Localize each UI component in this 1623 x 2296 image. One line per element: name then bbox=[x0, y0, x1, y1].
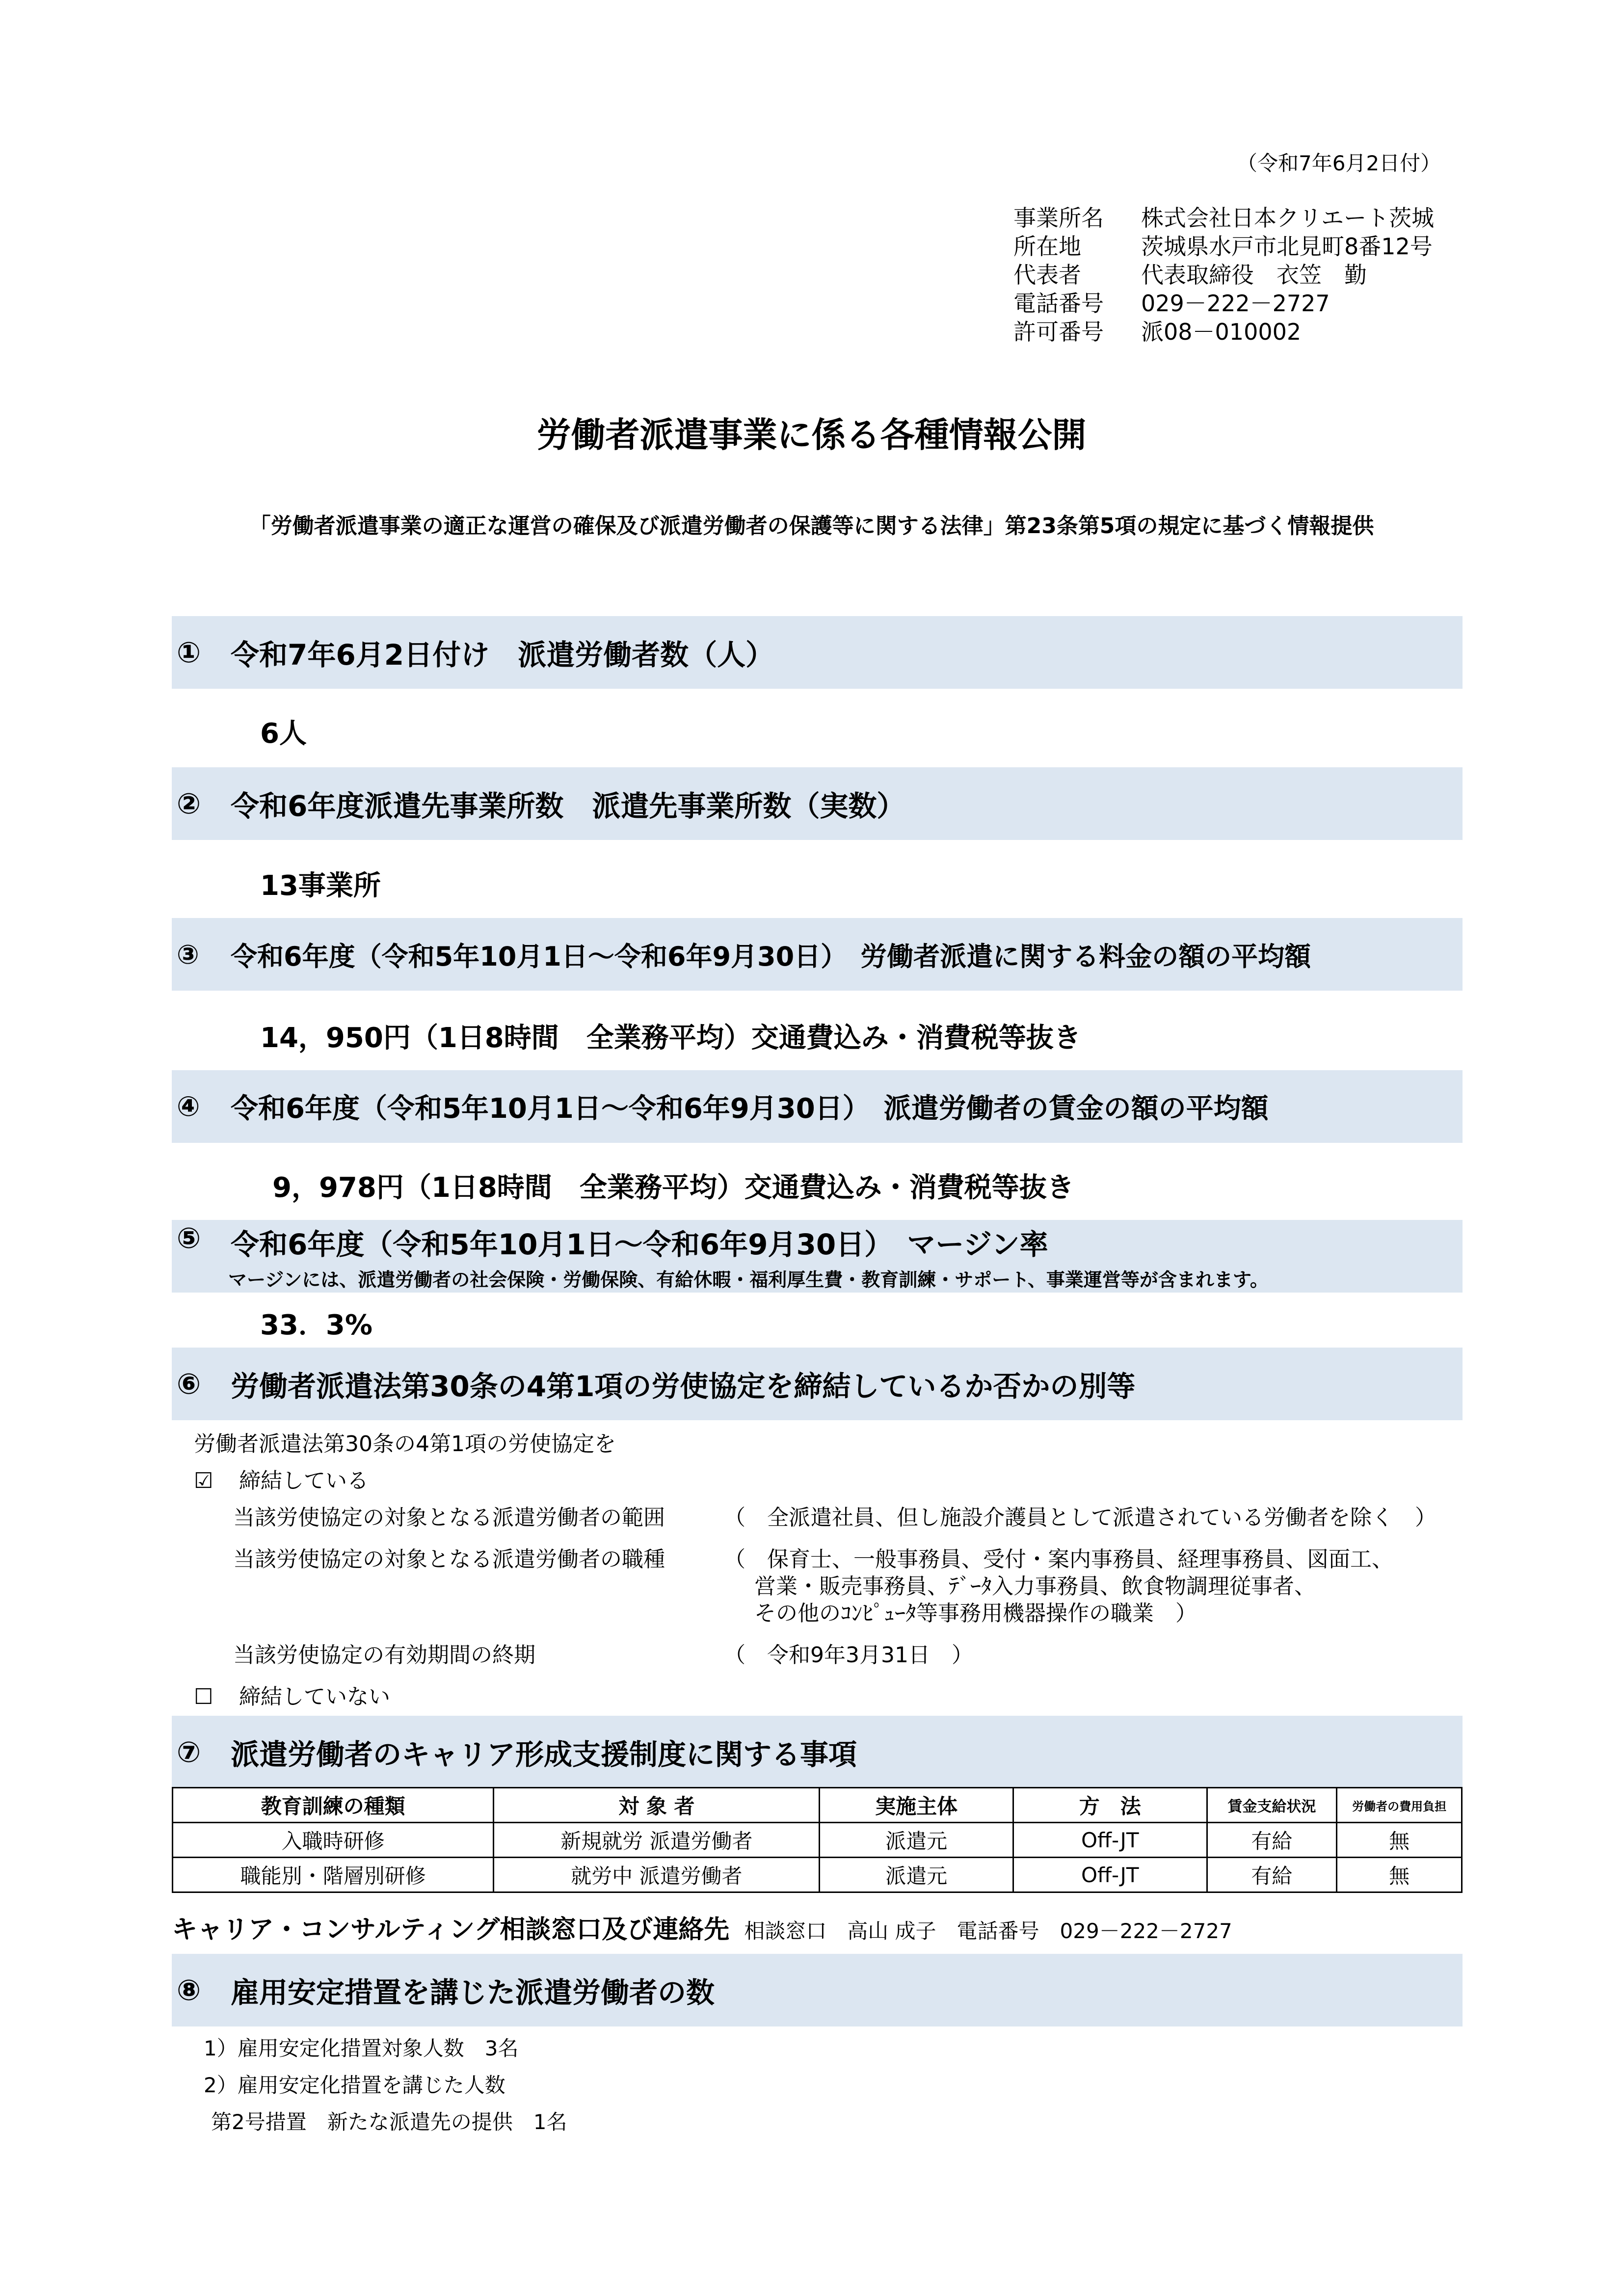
table-cell: 新規就労 派遣労働者 bbox=[494, 1823, 820, 1858]
section-4-value: 9，978円（1日8時間 全業務平均）交通費込み・消費税等抜き bbox=[272, 1172, 1074, 1204]
period-value: （ 令和9年3月31日 ） bbox=[724, 1643, 973, 1668]
table-header-row bbox=[173, 1788, 1462, 1823]
employment-line: 1）雇用安定化措置対象人数 3名 bbox=[204, 2036, 519, 2060]
table-cell: 派遣元 bbox=[820, 1858, 1013, 1892]
table-cell: 無 bbox=[1337, 1858, 1462, 1892]
scope-label: 当該労使協定の対象となる派遣労働者の範囲 bbox=[233, 1505, 665, 1530]
info-value: 茨城県水戸市北見町8番12号 bbox=[1141, 233, 1433, 260]
training-table bbox=[172, 1787, 1463, 1893]
info-label: 電話番号 bbox=[1013, 290, 1104, 317]
info-value: 029－222－2727 bbox=[1141, 290, 1330, 317]
margin-note: マージンには、派遣労働者の社会保険・労働保険、有給休暇・福利厚生費・教育訓練・サポート、事業運営等が含まれます。 bbox=[228, 1269, 1269, 1291]
job-line: その他のｺﾝﾋﾟｭｰﾀ等事務用機器操作の職業 ） bbox=[754, 1601, 1197, 1626]
column-header: 方 法 bbox=[1013, 1788, 1207, 1823]
section-number: ⑧ bbox=[177, 1973, 201, 2007]
career-consulting-contact: 相談窓口 高山 成子 電話番号 029－222－2727 bbox=[744, 1919, 1232, 1943]
info-label: 事業所名 bbox=[1013, 205, 1104, 231]
section-heading: 令和7年6月2日付け 派遣労働者数（人） bbox=[231, 638, 774, 672]
section-6-header bbox=[172, 1348, 1463, 1420]
table-cell: Off-JT bbox=[1013, 1858, 1207, 1892]
job-label: 当該労使協定の対象となる派遣労働者の職種 bbox=[233, 1547, 665, 1572]
section-3-header bbox=[172, 918, 1463, 991]
column-header: 対 象 者 bbox=[494, 1788, 820, 1823]
company-info bbox=[1013, 204, 1434, 346]
section-5-value: 33．3% bbox=[260, 1309, 373, 1341]
section-3-value: 14，950円（1日8時間 全業務平均）交通費込み・消費税等抜き bbox=[260, 1022, 1081, 1054]
period-label: 当該労使協定の有効期間の終期 bbox=[233, 1643, 535, 1668]
section-1-header bbox=[172, 616, 1463, 689]
section-heading: 雇用安定措置を講じた派遣労働者の数 bbox=[231, 1976, 715, 2009]
agreement-concluded-label: 締結している bbox=[239, 1468, 369, 1493]
employment-line: 2）雇用安定化措置を講じた人数 bbox=[204, 2073, 506, 2097]
page-title: 労働者派遣事業に係る各種情報公開 bbox=[536, 415, 1087, 455]
table-row bbox=[173, 1823, 1462, 1858]
table-cell: 職能別・階層別研修 bbox=[173, 1858, 494, 1892]
info-label: 許可番号 bbox=[1013, 319, 1104, 345]
table-row bbox=[173, 1858, 1462, 1892]
section-number: ⑤ bbox=[177, 1221, 201, 1255]
job-line: 営業・販売事務員、ﾃﾞｰﾀ入力事務員、飲食物調理従事者、 bbox=[754, 1574, 1316, 1599]
table-cell: 入職時研修 bbox=[173, 1823, 494, 1858]
table-cell: 就労中 派遣労働者 bbox=[494, 1858, 820, 1892]
section-2-value: 13事業所 bbox=[260, 870, 381, 902]
table-cell: 無 bbox=[1337, 1823, 1462, 1858]
page-subtitle: 「労働者派遣事業の適正な運営の確保及び派遣労働者の保護等に関する法律」第23条第5項の規定に基づく情報提供 bbox=[249, 513, 1374, 539]
table-cell: Off-JT bbox=[1013, 1823, 1207, 1858]
section-number: ② bbox=[177, 787, 201, 820]
section-8-header bbox=[172, 1954, 1463, 2026]
checked-checkbox-icon: ☑ bbox=[194, 1468, 213, 1493]
section-number: ① bbox=[177, 636, 201, 669]
column-header: 実施主体 bbox=[820, 1788, 1013, 1823]
scope-value: （ 全派遣社員、但し施設介護員として派遣されている労働者を除く ） bbox=[724, 1505, 1437, 1530]
column-header: 労働者の費用負担 bbox=[1337, 1788, 1462, 1823]
career-consulting-label: キャリア・コンサルティング相談窓口及び連絡先 bbox=[172, 1915, 730, 1945]
section-number: ⑥ bbox=[177, 1367, 201, 1401]
table-cell: 派遣元 bbox=[820, 1823, 1013, 1858]
section-heading: 令和6年度（令和5年10月1日～令和6年9月30日） 労働者派遣に関する料金の額の平均額 bbox=[231, 941, 1311, 972]
table-cell: 有給 bbox=[1207, 1823, 1337, 1858]
agreement-concluded bbox=[194, 1463, 369, 1494]
career-consulting bbox=[172, 1909, 1232, 1945]
section-5-header bbox=[172, 1220, 1463, 1293]
section-number: ③ bbox=[177, 939, 199, 970]
agreement-intro: 労働者派遣法第30条の4第1項の労使協定を bbox=[194, 1432, 616, 1457]
unchecked-checkbox-icon: ☐ bbox=[194, 1684, 213, 1709]
section-heading: 労働者派遣法第30条の4第1項の労使協定を締結しているか否かの別等 bbox=[231, 1370, 1136, 1403]
job-line: （ 保育士、一般事務員、受付・案内事務員、経理事務員、図面工、 bbox=[724, 1547, 1393, 1572]
section-heading: 令和6年度派遣先事業所数 派遣先事業所数（実数） bbox=[231, 789, 905, 823]
section-4-header bbox=[172, 1070, 1463, 1143]
section-7-header bbox=[172, 1716, 1463, 1788]
section-number: ⑦ bbox=[177, 1735, 201, 1769]
section-2-header bbox=[172, 767, 1463, 840]
info-value: 代表取締役 衣笠 勤 bbox=[1141, 262, 1367, 288]
issue-date: （令和7年6月2日付） bbox=[1237, 151, 1441, 175]
agreement-not-concluded-label: 締結していない bbox=[239, 1684, 390, 1709]
table-cell: 有給 bbox=[1207, 1858, 1337, 1892]
employment-line: 第2号措置 新たな派遣先の提供 1名 bbox=[211, 2110, 567, 2134]
info-value: 派08－010002 bbox=[1141, 319, 1302, 345]
section-heading: 派遣労働者のキャリア形成支援制度に関する事項 bbox=[231, 1738, 857, 1771]
info-value: 株式会社日本クリエート茨城 bbox=[1141, 205, 1435, 231]
section-heading: 令和6年度（令和5年10月1日～令和6年9月30日） 派遣労働者の賃金の額の平均額 bbox=[231, 1093, 1269, 1125]
section-1-value: 6人 bbox=[260, 718, 307, 750]
column-header: 賃金支給状況 bbox=[1207, 1788, 1337, 1823]
agreement-not-concluded bbox=[194, 1679, 390, 1710]
info-label: 代表者 bbox=[1013, 262, 1081, 288]
section-heading: 令和6年度（令和5年10月1日～令和6年9月30日） マージン率 bbox=[231, 1227, 1048, 1261]
column-header: 教育訓練の種類 bbox=[173, 1788, 494, 1823]
section-number: ④ bbox=[177, 1090, 200, 1123]
info-label: 所在地 bbox=[1013, 233, 1081, 260]
